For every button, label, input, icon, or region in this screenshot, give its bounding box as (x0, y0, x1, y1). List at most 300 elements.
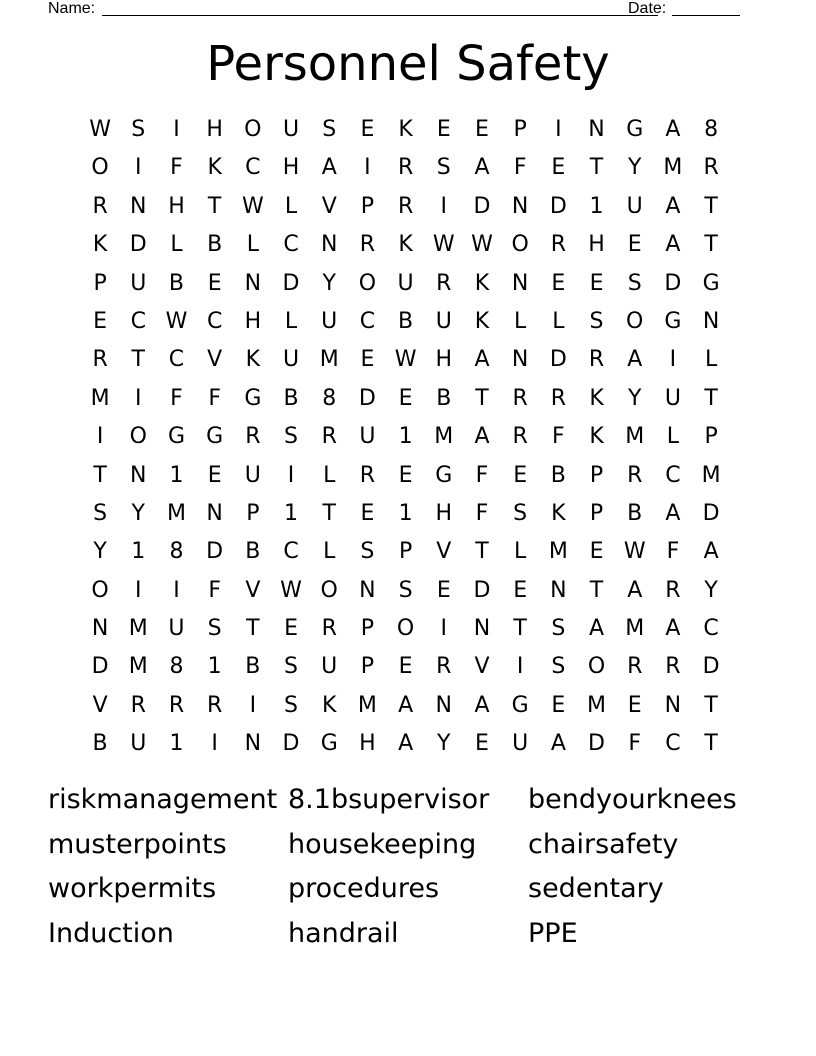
grid-letter: I (440, 616, 448, 642)
grid-letter: R (665, 654, 681, 680)
grid-letter: K (589, 424, 604, 450)
grid-letter: O (129, 424, 147, 450)
grid-letter: R (359, 232, 376, 258)
grid-letter: I (173, 117, 180, 142)
grid-letter: O (626, 308, 644, 334)
grid-letter: C (168, 347, 185, 373)
grid-letter: A (665, 193, 681, 219)
grid-letter: I (211, 731, 218, 757)
grid-letter: W (623, 539, 646, 565)
word-list (48, 778, 768, 956)
grid-letter: K (589, 385, 604, 411)
grid-letter: U (435, 308, 452, 334)
grid-letter: N (91, 616, 109, 642)
grid-letter: R (588, 347, 605, 373)
grid-letter: R (245, 424, 261, 450)
grid-letter: N (511, 347, 529, 373)
grid-letter: E (398, 654, 413, 680)
word-list-item: chairsafety (528, 828, 679, 860)
grid-letter: B (398, 308, 414, 334)
grid-letter: B (245, 539, 261, 565)
grid-letter: E (284, 616, 298, 642)
grid-letter: R (550, 385, 566, 411)
grid-letter: U (168, 616, 185, 642)
grid-letter: O (396, 616, 415, 642)
grid-letter: P (398, 539, 413, 565)
word-list-item: handrail (288, 917, 399, 949)
grid-letter: C (283, 539, 299, 565)
grid-letter: L (170, 232, 183, 258)
grid-letter: Y (437, 731, 451, 757)
grid-letter: T (322, 500, 336, 526)
grid-letter: D (91, 654, 109, 680)
grid-letter: S (207, 616, 222, 642)
grid-letter: I (287, 462, 295, 488)
grid-letter: D (206, 539, 224, 565)
grid-letter: N (244, 270, 262, 296)
grid-letter: S (284, 692, 299, 718)
grid-letter: V (207, 347, 223, 373)
grid-letter: 8 (169, 654, 184, 680)
grid-letter: 1 (398, 500, 413, 526)
grid-letter: R (207, 692, 223, 718)
grid-letter: T (475, 539, 489, 565)
grid-letter: K (474, 308, 490, 334)
grid-letter: E (475, 117, 489, 142)
grid-letter: A (321, 155, 337, 181)
grid-letter: H (282, 155, 300, 181)
grid-letter: E (551, 270, 566, 296)
grid-letter: E (398, 385, 413, 411)
grid-letter: H (435, 500, 453, 526)
grid-letter: S (398, 577, 413, 603)
grid-letter: A (665, 232, 681, 258)
grid-letter: S (589, 308, 604, 334)
grid-letter: R (92, 193, 108, 219)
grid-letter: F (475, 500, 489, 526)
grid-letter: L (246, 232, 259, 258)
grid-letter: U (664, 385, 681, 411)
grid-letter: G (244, 385, 262, 411)
grid-letter: D (702, 500, 720, 526)
word-list-item: riskmanagement (48, 784, 278, 815)
grid-letter: D (549, 193, 567, 219)
grid-letter: N (359, 577, 376, 603)
grid-letter: V (245, 577, 261, 603)
grid-letter: A (474, 692, 490, 718)
grid-letter: C (665, 462, 681, 488)
grid-letter: D (664, 270, 682, 296)
grid-letter: E (93, 308, 108, 334)
grid-letter: A (627, 577, 643, 603)
grid-letter: U (282, 347, 300, 373)
grid-letter: L (666, 424, 680, 450)
grid-letter: M (663, 155, 683, 181)
grid-letter: K (207, 155, 222, 181)
grid-letter: K (398, 117, 413, 142)
grid-letter: C (283, 232, 299, 258)
grid-letter: T (704, 731, 718, 757)
grid-letter: E (513, 462, 528, 488)
grid-letter: M (357, 692, 377, 718)
grid-letter: O (358, 270, 377, 296)
grid-letter: A (550, 731, 566, 757)
grid-letter: F (513, 155, 527, 181)
grid-letter: A (474, 424, 490, 450)
grid-letter: V (92, 692, 108, 718)
grid-letter: E (551, 155, 566, 181)
grid-letter: 1 (398, 424, 413, 450)
grid-letter: H (359, 731, 376, 757)
grid-letter: P (589, 462, 604, 488)
grid-letter: M (128, 616, 148, 642)
grid-letter: S (360, 539, 375, 565)
grid-letter: B (283, 385, 299, 411)
grid-letter: O (320, 577, 338, 603)
grid-letter: M (625, 616, 645, 642)
word-list-item: Induction (48, 917, 174, 949)
grid-letter: L (284, 308, 298, 334)
grid-letter: O (91, 577, 109, 603)
date-label: Date: (628, 0, 667, 17)
grid-letter: R (512, 385, 528, 411)
grid-letter: T (93, 462, 107, 488)
grid-letter: U (130, 731, 147, 757)
grid-letter: U (397, 270, 414, 296)
grid-letter: D (358, 385, 376, 411)
grid-letter: D (129, 232, 147, 258)
grid-letter: C (130, 308, 146, 334)
grid-letter: M (166, 500, 186, 526)
grid-letter: R (168, 692, 185, 718)
grid-letter: R (512, 424, 528, 450)
grid-letter: I (135, 385, 142, 411)
grid-letter: O (511, 232, 529, 258)
grid-letter: C (359, 308, 376, 334)
grid-letter: U (359, 424, 376, 450)
grid-letter: T (475, 385, 489, 411)
grid-letter: E (207, 462, 222, 488)
grid-letter: I (440, 193, 448, 219)
grid-letter: K (245, 347, 261, 373)
grid-letter: D (549, 347, 567, 373)
grid-letter: I (249, 692, 257, 718)
grid-letter: G (664, 308, 682, 334)
worksheet-header (48, 0, 740, 20)
grid-letter: U (244, 462, 261, 488)
name-label: Name: (48, 0, 96, 17)
grid-letter: Y (131, 500, 145, 526)
word-search-grid (81, 111, 730, 764)
grid-letter: G (435, 462, 453, 488)
grid-letter: M (548, 539, 568, 565)
grid-letter: L (323, 539, 336, 565)
word-list-item: 8.1bsupervisor (288, 784, 490, 815)
grid-letter: N (320, 232, 338, 258)
grid-letter: P (360, 654, 375, 680)
grid-letter: W (471, 232, 493, 258)
grid-letter: T (589, 577, 604, 603)
grid-letter: K (92, 232, 108, 258)
grid-letter: K (398, 232, 413, 258)
word-list-item: bendyourknees (528, 784, 737, 815)
grid-letter: R (627, 462, 643, 488)
grid-letter: T (207, 193, 222, 219)
grid-letter: E (436, 117, 451, 142)
grid-letter: S (322, 117, 337, 142)
grid-letter: Y (704, 577, 718, 603)
grid-letter: V (436, 539, 452, 565)
grid-letter: P (513, 117, 527, 142)
grid-letter: U (626, 193, 643, 219)
grid-letter: R (627, 654, 643, 680)
grid-letter: N (130, 193, 147, 219)
grid-letter: Y (322, 270, 336, 296)
date-blank-line (672, 15, 740, 16)
grid-letter: U (130, 270, 147, 296)
grid-letter: L (704, 347, 718, 373)
grid-letter: G (626, 117, 644, 142)
grid-letter: Y (627, 155, 642, 181)
grid-letter: A (398, 731, 414, 757)
grid-letter: D (702, 654, 720, 680)
grid-letter: S (513, 500, 528, 526)
grid-letter: T (246, 616, 260, 642)
grid-letter: T (704, 193, 718, 219)
grid-letter: D (282, 731, 300, 757)
grid-letter: G (167, 424, 185, 450)
grid-letter: P (704, 424, 718, 450)
grid-letter: E (589, 539, 604, 565)
grid-letter: R (92, 347, 108, 373)
word-list-item: workpermits (48, 873, 217, 904)
grid-letter: R (436, 654, 452, 680)
grid-letter: W (280, 577, 302, 603)
grid-letter: I (135, 155, 142, 181)
grid-letter: W (165, 308, 188, 334)
grid-letter: K (322, 692, 337, 718)
grid-letter: U (321, 308, 338, 334)
grid-letter: N (588, 117, 605, 142)
grid-letter: U (321, 654, 338, 680)
grid-letter: S (131, 117, 146, 142)
grid-letter: L (323, 462, 336, 488)
grid-letter: W (89, 117, 111, 142)
grid-letter: L (514, 539, 527, 565)
grid-letter: S (436, 155, 451, 181)
grid-letter: K (474, 270, 490, 296)
grid-letter: T (589, 155, 604, 181)
grid-letter: K (551, 500, 566, 526)
grid-letter: E (589, 270, 604, 296)
grid-letter: S (627, 270, 642, 296)
grid-letter: R (321, 424, 337, 450)
grid-letter: R (703, 155, 719, 181)
grid-letter: I (135, 577, 142, 603)
grid-letter: C (703, 616, 719, 642)
grid-letter: W (241, 193, 264, 219)
grid-letter: N (702, 308, 720, 334)
grid-letter: P (360, 193, 375, 219)
grid-letter: A (474, 155, 490, 181)
grid-letter: N (511, 193, 529, 219)
grid-letter: A (627, 347, 643, 373)
grid-letter: F (208, 385, 221, 411)
grid-letter: H (435, 347, 453, 373)
grid-letter: N (130, 462, 147, 488)
grid-letter: E (398, 462, 413, 488)
grid-letter: I (516, 654, 524, 680)
grid-letter: 1 (169, 462, 184, 488)
grid-letter: 1 (207, 654, 222, 680)
grid-letter: M (701, 462, 721, 488)
grid-letter: A (665, 616, 681, 642)
grid-letter: H (244, 308, 262, 334)
word-list-item: procedures (288, 873, 440, 904)
grid-letter: E (360, 117, 375, 142)
grid-letter: 1 (169, 731, 184, 757)
grid-letter: E (627, 692, 642, 718)
grid-letter: F (628, 731, 642, 757)
grid-letter: G (320, 731, 338, 757)
grid-letter: F (208, 577, 221, 603)
grid-letter: V (474, 654, 490, 680)
grid-letter: A (703, 539, 719, 565)
grid-letter: U (282, 117, 300, 142)
grid-letter: T (131, 347, 145, 373)
grid-letter: H (206, 117, 223, 142)
grid-letter: I (669, 347, 677, 373)
grid-letter: W (432, 232, 455, 258)
grid-letter: V (321, 193, 337, 219)
grid-letter: A (589, 616, 605, 642)
grid-letter: S (284, 654, 299, 680)
grid-letter: E (207, 270, 222, 296)
word-list-item: sedentary (528, 873, 664, 904)
grid-letter: Y (93, 539, 107, 565)
grid-letter: B (245, 654, 261, 680)
grid-letter: M (128, 654, 148, 680)
grid-letter: A (474, 347, 490, 373)
grid-letter: M (90, 385, 110, 411)
grid-letter: C (665, 731, 681, 757)
grid-letter: R (665, 577, 681, 603)
grid-letter: 1 (589, 193, 604, 219)
grid-letter: G (702, 270, 720, 296)
grid-letter: 8 (169, 539, 184, 565)
grid-letter: 8 (704, 117, 719, 142)
grid-letter: C (245, 155, 261, 181)
grid-letter: E (513, 577, 528, 603)
grid-letter: G (206, 424, 224, 450)
grid-letter: S (551, 616, 566, 642)
word-list-item: housekeeping (288, 828, 477, 860)
grid-letter: U (512, 731, 529, 757)
grid-letter: E (551, 692, 566, 718)
name-blank-line (102, 15, 658, 16)
grid-letter: T (704, 385, 718, 411)
grid-letter: A (665, 500, 681, 526)
grid-letter: P (589, 500, 604, 526)
grid-letter: A (665, 117, 681, 142)
grid-letter: B (92, 731, 108, 757)
grid-letter: I (96, 424, 104, 450)
grid-letter: 1 (131, 539, 146, 565)
grid-letter: B (436, 385, 452, 411)
grid-letter: N (664, 692, 682, 718)
grid-letter: E (360, 500, 375, 526)
grid-letter: N (435, 692, 453, 718)
grid-letter: H (168, 193, 185, 219)
grid-letter: R (397, 155, 414, 181)
word-list-item: musterpoints (48, 828, 227, 860)
grid-letter: E (475, 731, 489, 757)
grid-letter: C (206, 308, 223, 334)
grid-letter: S (284, 424, 299, 450)
grid-letter: N (511, 270, 529, 296)
grid-letter: E (627, 232, 642, 258)
grid-letter: M (434, 424, 454, 450)
grid-letter: R (550, 232, 566, 258)
grid-letter: O (244, 117, 262, 142)
page-title: Personnel Safety (206, 36, 610, 92)
grid-letter: I (173, 577, 180, 603)
grid-letter: 1 (284, 500, 299, 526)
grid-letter: R (130, 692, 146, 718)
grid-letter: H (588, 232, 605, 258)
grid-letter: N (244, 731, 262, 757)
grid-letter: B (168, 270, 185, 296)
grid-letter: M (319, 347, 339, 373)
grid-letter: G (511, 692, 529, 718)
grid-letter: F (552, 424, 565, 450)
grid-letter: M (587, 692, 607, 718)
grid-letter: L (552, 308, 565, 334)
grid-letter: B (627, 500, 643, 526)
grid-letter: T (513, 616, 527, 642)
grid-letter: D (473, 577, 491, 603)
grid-letter: P (360, 616, 375, 642)
grid-letter: L (514, 308, 527, 334)
grid-letter: I (364, 155, 371, 181)
grid-letter: R (436, 270, 452, 296)
grid-letter: D (473, 193, 491, 219)
grid-letter: B (207, 232, 223, 258)
grid-letter: N (473, 616, 491, 642)
grid-letter: Y (627, 385, 642, 411)
grid-letter: O (91, 155, 109, 181)
grid-letter: D (282, 270, 300, 296)
grid-letter: R (397, 193, 414, 219)
grid-letter: F (170, 385, 183, 411)
grid-letter: D (588, 731, 605, 757)
grid-letter: N (206, 500, 223, 526)
grid-letter: B (550, 462, 566, 488)
grid-letter: S (93, 500, 108, 526)
grid-letter: E (360, 347, 375, 373)
grid-letter: P (93, 270, 107, 296)
grid-letter: L (284, 193, 298, 219)
grid-letter: R (321, 616, 337, 642)
word-list-item: PPE (528, 917, 578, 949)
grid-letter: N (550, 577, 567, 603)
grid-letter: E (436, 577, 451, 603)
grid-letter: M (625, 424, 645, 450)
grid-letter: R (359, 462, 376, 488)
grid-letter: F (475, 462, 489, 488)
grid-letter: O (587, 654, 606, 680)
grid-letter: I (555, 117, 562, 142)
